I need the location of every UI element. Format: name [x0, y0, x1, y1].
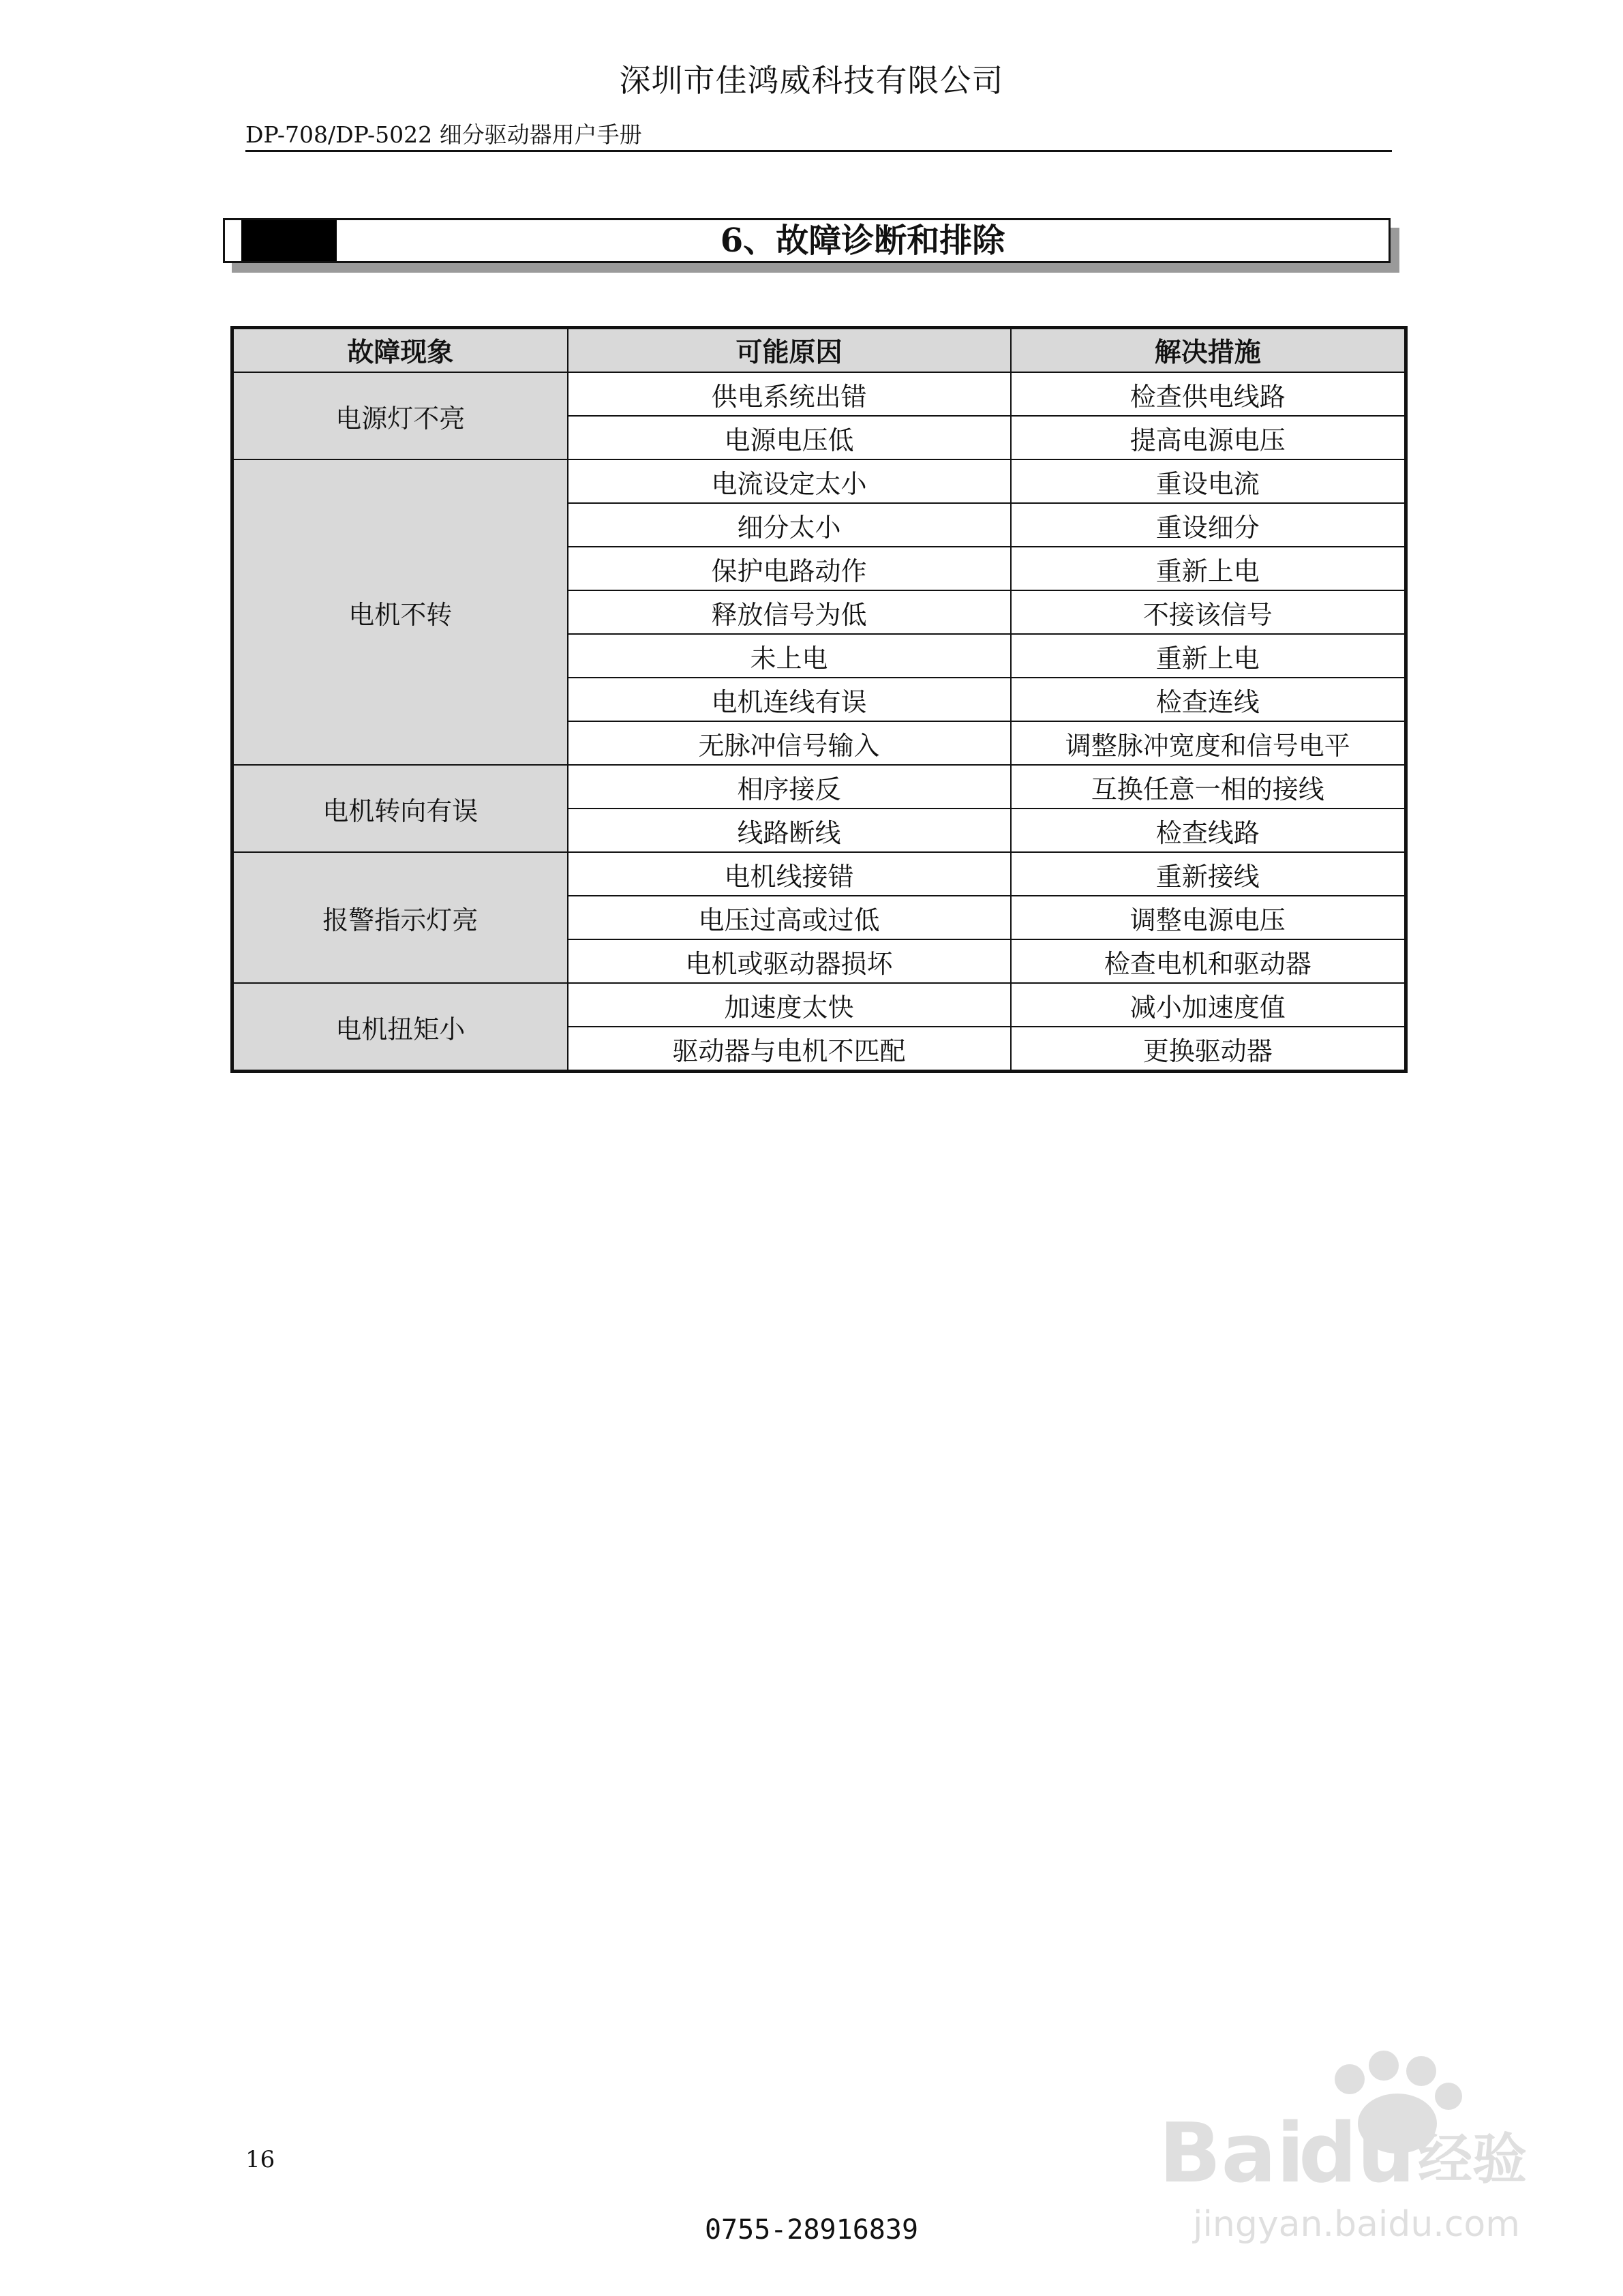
solution-cell: 检查线路: [1011, 809, 1406, 852]
possible-cause-cell: 细分太小: [568, 503, 1011, 547]
svg-text:jingyan.baidu.com: jingyan.baidu.com: [1193, 2204, 1520, 2245]
solution-cell: 检查连线: [1011, 678, 1406, 721]
possible-cause-cell: 电源电压低: [568, 416, 1011, 459]
table-row: [232, 983, 1406, 1027]
solution-cell: 不接该信号: [1011, 590, 1406, 634]
fault-phenomenon-cell: 电机不转: [232, 459, 568, 765]
solution-cell: 更换驱动器: [1011, 1027, 1406, 1072]
possible-cause-cell: 加速度太快: [568, 983, 1011, 1027]
table-header-row: [232, 328, 1406, 373]
solution-cell: 调整电源电压: [1011, 896, 1406, 939]
fault-table: [230, 326, 1408, 1073]
solution-cell: 检查供电线路: [1011, 372, 1406, 416]
possible-cause-cell: 无脉冲信号输入: [568, 721, 1011, 765]
possible-cause-cell: 释放信号为低: [568, 590, 1011, 634]
solution-cell: 重设电流: [1011, 459, 1406, 503]
table-row: [232, 459, 1406, 503]
solution-cell: 重新上电: [1011, 547, 1406, 590]
baidu-jingyan-watermark: [1152, 2038, 1534, 2256]
solution-cell: 调整脉冲宽度和信号电平: [1011, 721, 1406, 765]
possible-cause-cell: 电机连线有误: [568, 678, 1011, 721]
header-phenomenon: 故障现象: [232, 328, 568, 373]
possible-cause-cell: 保护电路动作: [568, 547, 1011, 590]
company-name: 深圳市佳鸿威科技有限公司: [619, 62, 1004, 99]
header-divider: [245, 150, 1392, 152]
fault-phenomenon-cell: 电机转向有误: [232, 765, 568, 852]
possible-cause-cell: 线路断线: [568, 809, 1011, 852]
header-cause: 可能原因: [568, 328, 1011, 373]
fault-phenomenon-cell: 电源灯不亮: [232, 372, 568, 459]
possible-cause-cell: 电流设定太小: [568, 459, 1011, 503]
fault-phenomenon-cell: 报警指示灯亮: [232, 852, 568, 983]
page-number: 16: [245, 2146, 275, 2173]
fault-phenomenon-cell: 电机扭矩小: [232, 983, 568, 1072]
possible-cause-cell: 电压过高或过低: [568, 896, 1011, 939]
solution-cell: 互换任意一相的接线: [1011, 765, 1406, 809]
solution-cell: 重新上电: [1011, 634, 1406, 678]
solution-cell: 重设细分: [1011, 503, 1406, 547]
manual-title: DP-708/DP-5022 细分驱动器用户手册: [245, 121, 642, 148]
possible-cause-cell: 相序接反: [568, 765, 1011, 809]
possible-cause-cell: 未上电: [568, 634, 1011, 678]
possible-cause-cell: 电机线接错: [568, 852, 1011, 896]
table-row: [232, 852, 1406, 896]
svg-text:du: du: [1299, 2106, 1416, 2201]
fault-table-body: [232, 372, 1406, 1072]
svg-text:Bai: Bai: [1159, 2106, 1305, 2201]
solution-cell: 检查电机和驱动器: [1011, 939, 1406, 983]
footer-phone: 0755-28916839: [704, 2214, 919, 2246]
possible-cause-cell: 电机或驱动器损坏: [568, 939, 1011, 983]
header-solution: 解决措施: [1011, 328, 1406, 373]
section-title-tab: [241, 220, 337, 261]
svg-text:经验: 经验: [1418, 2128, 1527, 2191]
table-row: [232, 765, 1406, 809]
section-title: 6、故障诊断和排除: [720, 222, 1005, 260]
paw-logo-icon: [1152, 2038, 1534, 2256]
possible-cause-cell: 驱动器与电机不匹配: [568, 1027, 1011, 1072]
possible-cause-cell: 供电系统出错: [568, 372, 1011, 416]
section-title-box: [223, 218, 1391, 263]
solution-cell: 减小加速度值: [1011, 983, 1406, 1027]
solution-cell: 重新接线: [1011, 852, 1406, 896]
solution-cell: 提高电源电压: [1011, 416, 1406, 459]
table-row: [232, 372, 1406, 416]
